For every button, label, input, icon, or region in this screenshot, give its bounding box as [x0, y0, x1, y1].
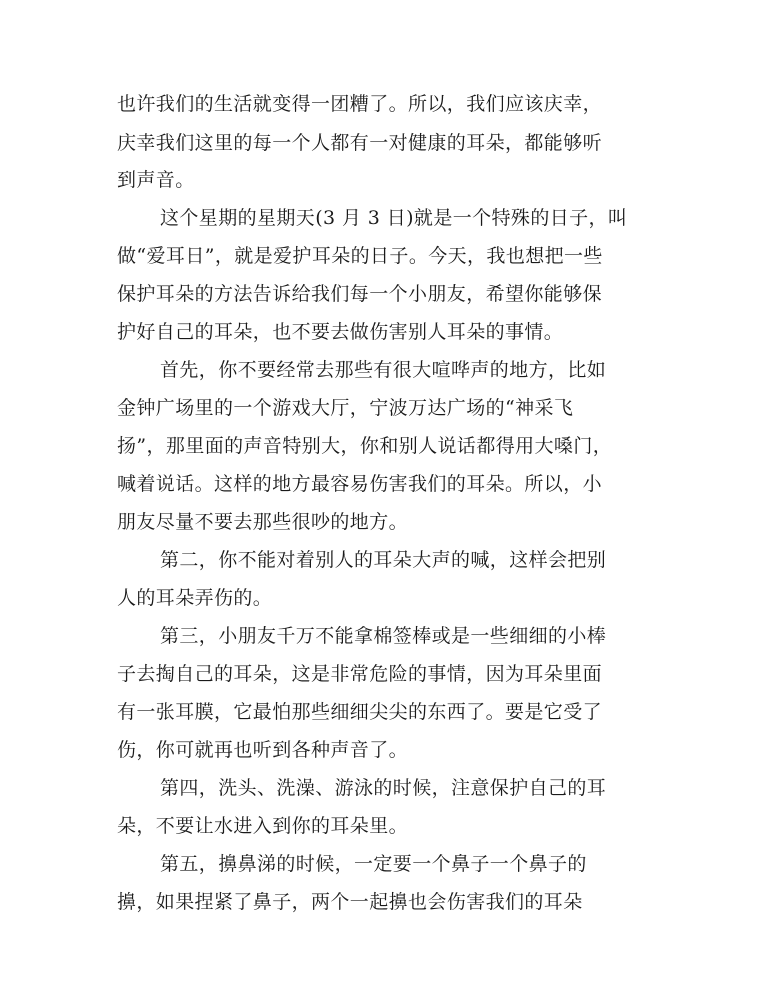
text-line-1: 也许我们的生活就变得一团糟了。所以，我们应该庆幸，: [117, 93, 603, 115]
text-line-19: 第四，洗头、洗澡、游泳的时候，注意保护自己的耳: [160, 777, 607, 799]
text-line-15: 第三，小朋友千万不能拿棉签棒或是一些细细的小棒: [160, 625, 607, 647]
text-line-21: 第五，擤鼻涕的时候，一定要一个鼻子一个鼻子的: [160, 853, 587, 875]
text-line-5: 做“爱耳日”，就是爱护耳朵的日子。今天，我也想把一些: [117, 245, 603, 267]
text-line-11: 喊着说话。这样的地方最容易伤害我们的耳朵。所以，小: [117, 473, 603, 495]
text-line-7: 护好自己的耳朵，也不要去做伤害别人耳朵的事情。: [117, 321, 564, 343]
text-line-18: 伤，你可就再也听到各种声音了。: [117, 739, 409, 761]
text-line-2: 庆幸我们这里的每一个人都有一对健康的耳朵，都能够听: [117, 132, 603, 154]
text-line-14: 人的耳朵弄伤的。: [117, 587, 273, 609]
text-line-10: 扬”，那里面的声音特别大，你和别人说话都得用大嗓门，: [117, 435, 613, 457]
text-line-3: 到声音。: [117, 169, 195, 191]
text-line-17: 有一张耳膜，它最怕那些细细尖尖的东西了。要是它受了: [117, 701, 603, 723]
text-line-22: 擤，如果捏紧了鼻子，两个一起擤也会伤害我们的耳朵: [117, 891, 583, 913]
text-line-8: 首先，你不要经常去那些有很大喧哗声的地方，比如: [160, 359, 607, 381]
text-line-20: 朵，不要让水进入到你的耳朵里。: [117, 815, 409, 837]
text-line-6: 保护耳朵的方法告诉给我们每一个小朋友，希望你能够保: [117, 283, 603, 305]
text-line-9: 金钟广场里的一个游戏大厅，宁波万达广场的“神采飞: [117, 397, 574, 419]
text-line-13: 第二，你不能对着别人的耳朵大声的喊，这样会把别: [160, 549, 607, 571]
text-line-16: 子去掏自己的耳朵，这是非常危险的事情，因为耳朵里面: [117, 663, 603, 685]
text-line-12: 朋友尽量不要去那些很吵的地方。: [117, 511, 409, 533]
text-line-4: 这个星期的星期天(3 月 3 日)就是一个特殊的日子，叫: [160, 207, 628, 229]
